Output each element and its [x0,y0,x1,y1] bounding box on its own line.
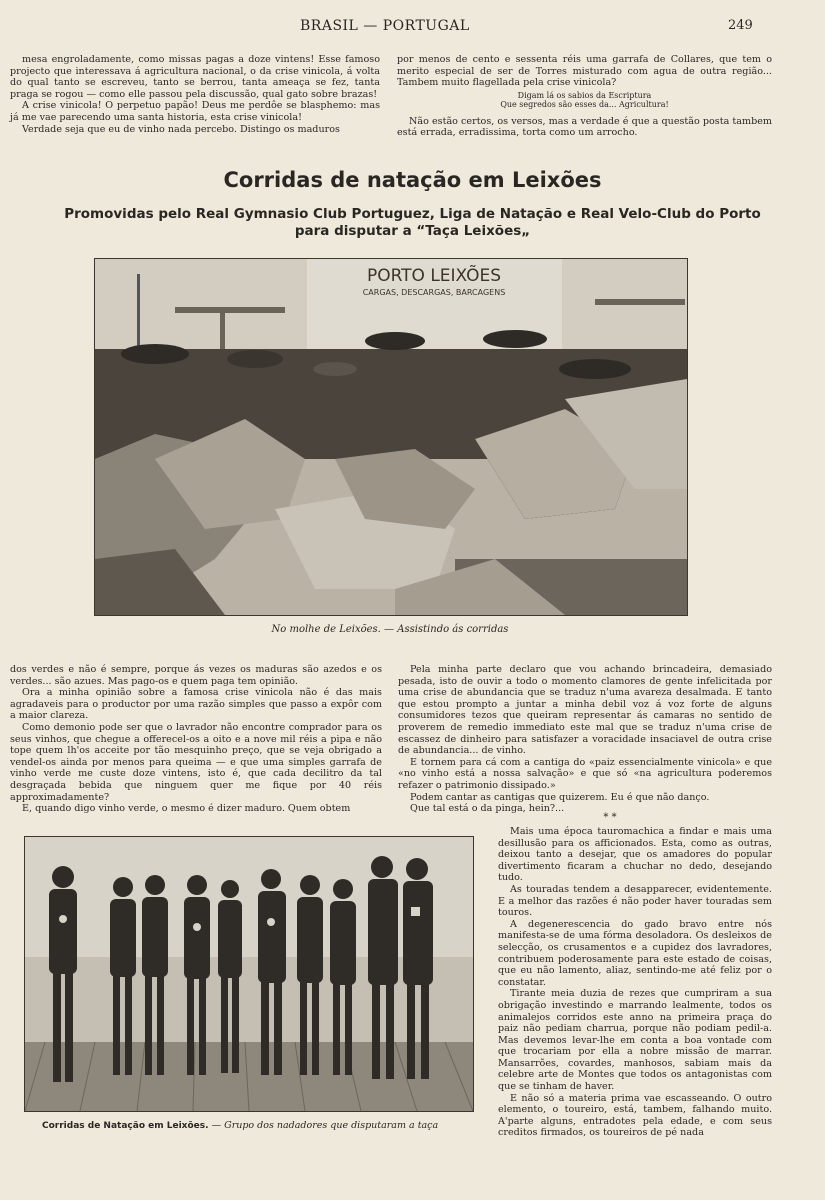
photo2-caption [42,1120,472,1131]
paragraph: Que tal está o da pinga, hein?... [410,803,565,815]
subtitle-line-1: Promovidas pelo Real Gymnasio Club Portuguez, Liga de Natação e Real Velo-Club do Porto [64,206,761,222]
paragraph: As touradas tendem a desapparecer, evidentemente. E a melhor das razões é não poder haver touradas sem touros. [498,883,772,919]
paragraph: Tirante meia duzia de rezes que cumpriram a sua obrigação investindo e marrando lealmente, todos os animalejos corridos este anno na primeira praça do paiz não pediam charrua, porque não podiam pedil-a. Mas devemos levar-lhe em conta a boa vontade com que trocariam por ella a nobre missão de marrar. Mansarrões, covardes, manhosos, sabiam mais da celebre arte de Montes que todos os antagonistas com que se tinham de haver. [498,988,772,1093]
paragraph: Não estão certos, os versos, mas a verdade é que a questão posta tambem está errada, erradissima, torta como um arrocho. [397,115,772,139]
paragraph: Pela minha parte declaro que vou achando brincadeira, demasiado pesada, isto de ouvir a todo o momento clamores de gente infelicitada por uma crise de abundancia que se traduz n'uma avareza desalmada. E tanto que estou prompto a juntar a minha debil voz á voz forte de alguns consumidores tezos que queiram representar ás camaras no sentido de proverem de remedio immediato este mal que se traduz n'uma crise de escassez de dinheiro para satisfazer a voracidade insaciavel de outra crise de abundancia... de vinho. [398,664,772,757]
paragraph: mesa engroladamente, como missas pagas a doze vintens! Esse famoso projecto que interessava á agricultura nacional, o da crise vinicola, á volta do qual tanto se escreveu, tanto se berrou, tanta ameaça se fez, tanta praga se rogou — como elle passou pela discussão, qual gato sobre brazas! [10,54,380,100]
paragraph: Ora a minha opinião sobre a famosa crise vinicola não é das mais agradaveis para o productor por uma razão simples que passo a expôr com a maior clareza. [10,687,382,722]
paragraph: dos verdes e não é sempre, porque ás vezes os maduras são azedos e os verdes... são azues. Mas pago-os e quem paga tem opinião. [10,664,382,687]
mid-right-column [398,664,772,815]
verse-line: Digam lá os sabios da Escriptura [517,90,652,100]
paragraph: por menos de cento e sessenta réis uma garrafa de Collares, que tem o merito especial de ser de Torres misturado com agua de outra região... Tambem muito flagellada pela crise vinicola? [397,54,772,89]
crowd-photo-illustration [95,259,687,615]
paragraph: E não só a materia prima vae escasseando. O outro elemento, o toureiro, está, tambem, falhando muito. A'parte alguns, entradotes pela edade, e com seus creditos firmados, os toureiros de pé nada [498,1092,772,1139]
verse-line: Que segredos são esses da... Agricultura! [500,100,669,110]
paragraph: A degenerescencia do gado bravo entre nós manifesta-se de uma fórma desoladora. Os desleixos de selecção, os crusamentos e a cupidez dos lavradores, contribuem poderosamente para este estado de coisas, que eu não lamento, aliaz, sentindo-me até feliz por o constatar. [498,918,772,988]
photo2-caption-title: Corridas de Natação em Leixões. [42,1121,209,1131]
sign-text: PORTO LEIXÕES [366,266,502,286]
section-divider: * * [603,812,617,823]
paragraph: Podem cantar as cantigas que quizerem. Eu é que não danço. [410,791,710,803]
page-header [0,16,825,40]
article-subtitle [40,206,785,240]
photo2-caption-text: — Grupo dos nadadores que disputaram a taça [208,1120,439,1131]
mid-left-column [10,664,382,815]
bottom-right-column [498,826,772,1139]
paragraph: E tornem para cá com a cantiga do «paiz essencialmente vinicola» e que «no vinho está a nossa salvação» e que só «na agricultura poderemos refazer o patrimonio dissipado.» [398,756,772,791]
top-left-column [10,54,380,135]
swimmers-photo-illustration [25,837,473,1111]
paragraph: Como demonio pode ser que o lavrador não encontre comprador para os seus vinhos, que chegue a offerecel-os a oito e a nove mil réis a pipa e não tope quem lh'os acceite por tão mesquinho preço, que se veja obrigado a vendel-os ainda por menos para queima — e que uma simples garrafa de vinho verde me custe doze vintens, isto é, que cada decilitro da tal desgraçada bebida que ninguem quer me fique por 40 réis approximadamente? [10,721,382,803]
paragraph: A crise vinicola! O perpetuo papão! Deus me perdôe se blasphemo: mas já me vae parecendo uma santa historia, esta crise vinicola! [10,100,380,123]
photo-swimmers-group [24,836,474,1112]
running-title: BRASIL — PORTUGAL [300,18,470,34]
sign-subtext: CARGAS, DESCARGAS, BARCAGENS [362,288,506,297]
paragraph: Mais uma época tauromachica a findar e mais uma desillusão para os afficionados. Esta, como as outras, deixou tanto a desejar, que os amadores do popular divertimento ficaram a chuchar no dedo, desejando tudo. [498,826,772,884]
subtitle-line-2: para disputar a “Taça Leixões„ [294,223,531,239]
page-number: 249 [728,18,753,33]
verse-quote [397,91,772,110]
photo-crowd-on-breakwater [94,258,688,616]
article-title: Corridas de natação em Leixões [223,168,602,192]
photo1-caption: No molhe de Leixões. — Assistindo ás corridas [271,624,509,635]
paragraph: E, quando digo vinho verde, o mesmo é dizer maduro. Quem obtem [22,803,351,815]
top-right-column [397,54,772,139]
paragraph: Verdade seja que eu de vinho nada percebo. Distingo os maduros [22,123,340,135]
